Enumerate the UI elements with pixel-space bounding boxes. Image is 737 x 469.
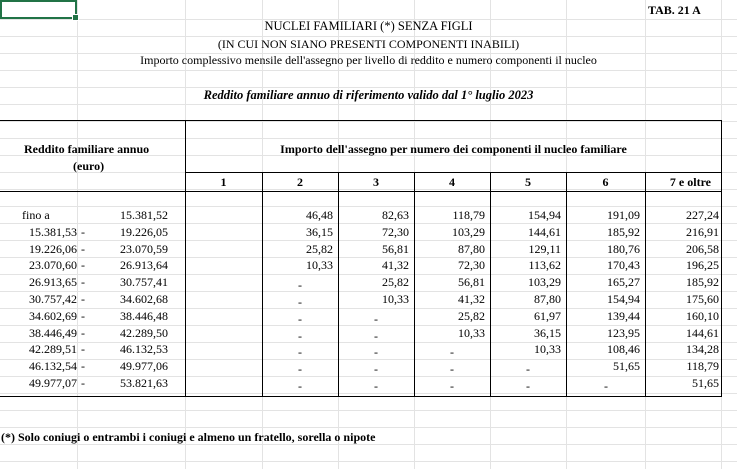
amount-cell: 36,15 — [534, 325, 561, 340]
gridline-horizontal — [0, 206, 737, 207]
gridline-horizontal — [0, 461, 737, 462]
amount-cell: 61,97 — [534, 308, 561, 323]
title-line-2: (IN CUI NON SIANO PRESENTI COMPONENTI INABILI) — [217, 37, 520, 51]
amount-cell: 144,61 — [528, 224, 561, 239]
amount-cell: 25,82 — [306, 241, 333, 256]
income-from: 30.757,42 — [29, 292, 77, 306]
income-separator: - — [81, 292, 85, 306]
income-to: 19.226,05 — [120, 224, 168, 239]
gridline-horizontal — [0, 70, 737, 71]
amount-cell: 36,15 — [306, 224, 333, 239]
table-bottom-border — [0, 396, 722, 397]
amount-cell: 144,61 — [686, 325, 719, 340]
income-from: fino a — [22, 208, 50, 222]
income-to: 38.446,48 — [120, 308, 168, 323]
amount-cell: 206,58 — [686, 241, 719, 256]
income-from: 19.226,06 — [29, 241, 77, 256]
amount-cell: 134,28 — [686, 342, 719, 357]
income-separator: - — [81, 275, 85, 290]
amount-cell: - — [298, 328, 302, 343]
amount-cell: 51,65 — [613, 359, 640, 374]
income-from: 15.381,53 — [29, 224, 77, 239]
active-cell-selection[interactable] — [0, 0, 77, 19]
column-header-2: 2 — [297, 175, 303, 189]
amount-cell: - — [298, 311, 302, 326]
amount-cell: 118,79 — [686, 359, 719, 374]
amount-cell: - — [450, 379, 454, 393]
amount-cell: - — [298, 362, 302, 377]
amount-cell: 154,94 — [607, 292, 640, 306]
amount-cell: 25,82 — [382, 275, 409, 290]
amount-cell: 10,33 — [534, 342, 561, 357]
income-to: 30.757,41 — [120, 275, 168, 290]
column-header-1: 1 — [220, 175, 227, 189]
gridline-horizontal — [0, 427, 737, 428]
income-column-border — [185, 120, 186, 397]
income-from: 26.913,65 — [29, 275, 77, 290]
header-divider — [185, 172, 722, 173]
title-line-4: Reddito familiare annuo di riferimento valido dal 1° luglio 2023 — [203, 88, 534, 102]
amount-cell: - — [374, 311, 378, 326]
amount-cell: 10,33 — [382, 292, 409, 306]
amount-cell: 51,65 — [692, 376, 719, 390]
income-separator: - — [81, 359, 85, 374]
income-to: 42.289,50 — [120, 325, 168, 340]
amount-cell: 82,63 — [382, 208, 409, 222]
income-from: 34.602,69 — [29, 308, 77, 323]
title-line-3: Importo complessivo mensile dell'assegno per livello di reddito e numero componenti il nucleo — [140, 53, 597, 67]
amount-cell: - — [374, 345, 378, 360]
amount-cell: 72,30 — [458, 258, 485, 273]
income-from: 46.132,54 — [29, 359, 77, 374]
amount-cell: 56,81 — [458, 275, 485, 290]
header-bottom-border — [0, 191, 722, 192]
amount-cell: 170,43 — [607, 258, 640, 273]
table-right-border — [721, 120, 722, 397]
amount-cell: 10,33 — [306, 258, 333, 273]
column-header-7: 7 e oltre — [669, 175, 711, 189]
income-separator: - — [81, 342, 85, 357]
amount-cell: - — [298, 295, 302, 309]
income-to: 34.602,68 — [120, 292, 168, 306]
amount-cell: 227,24 — [686, 208, 719, 222]
title-line-1: NUCLEI FAMILIARI (*) SENZA FIGLI — [264, 19, 473, 33]
income-from: 42.289,51 — [29, 342, 77, 357]
amount-cell: 103,29 — [452, 224, 485, 239]
amount-cell: - — [450, 362, 454, 377]
amount-cell: 56,81 — [382, 241, 409, 256]
amount-cell: 46,48 — [306, 208, 333, 222]
amount-cell: 108,46 — [607, 342, 640, 357]
amount-cell: 72,30 — [382, 224, 409, 239]
income-separator: - — [81, 308, 85, 323]
income-from: 49.977,07 — [29, 376, 77, 390]
gridline-horizontal — [0, 410, 737, 411]
column-header-4: 4 — [449, 175, 455, 189]
table-top-border — [0, 120, 722, 121]
amount-cell: 103,29 — [528, 275, 561, 290]
table-reference: TAB. 21 A — [648, 3, 701, 17]
amount-cell: - — [604, 379, 608, 393]
income-separator: - — [81, 325, 85, 340]
amount-cell: - — [298, 379, 302, 393]
income-to: 49.977,06 — [120, 359, 168, 374]
amount-cell: 139,44 — [607, 308, 640, 323]
amount-cell: 175,60 — [686, 292, 719, 306]
amount-cell: 113,62 — [528, 258, 561, 273]
amount-cell: 216,91 — [686, 224, 719, 239]
amount-cell: 165,27 — [607, 275, 640, 290]
income-from: 38.446,49 — [29, 325, 77, 340]
amount-cell: 185,92 — [686, 275, 719, 290]
amount-cell: - — [374, 379, 378, 393]
income-header: Reddito familiare annuo — [24, 142, 150, 156]
amount-cell: 191,09 — [607, 208, 640, 222]
amount-cell: - — [526, 362, 530, 377]
footnote: (*) Solo coniugi o entrambi i coniugi e almeno un fratello, sorella o nipote — [1, 430, 376, 444]
amount-cell: 118,79 — [452, 208, 485, 222]
amount-cell: 154,94 — [528, 208, 561, 222]
income-separator: - — [81, 224, 85, 239]
income-separator: - — [81, 376, 85, 390]
income-to: 53.821,63 — [120, 376, 168, 390]
gridline-horizontal — [0, 393, 737, 394]
amount-cell: - — [298, 345, 302, 360]
amount-cell: - — [450, 345, 454, 360]
amount-cell: 10,33 — [458, 325, 485, 340]
amount-header: Importo dell'assegno per numero dei componenti il nucleo familiare — [280, 142, 627, 156]
gridline-horizontal — [0, 121, 737, 122]
amount-cell: 160,10 — [686, 308, 719, 323]
income-unit: (euro) — [73, 159, 105, 173]
amount-cell: 25,82 — [458, 308, 485, 323]
income-to: 46.132,53 — [120, 342, 168, 357]
amount-cell: 41,32 — [458, 292, 485, 306]
income-to: 26.913,64 — [120, 258, 168, 273]
income-to: 15.381,52 — [120, 208, 168, 222]
income-from: 23.070,60 — [29, 258, 77, 273]
amount-cell: 87,80 — [458, 241, 485, 256]
amount-cell: - — [374, 328, 378, 343]
column-header-5: 5 — [525, 175, 531, 189]
amount-cell: - — [374, 362, 378, 377]
income-separator: - — [81, 241, 85, 256]
column-separator — [262, 172, 263, 397]
gridline-horizontal — [0, 104, 737, 105]
amount-cell: 180,76 — [607, 241, 640, 256]
income-to: 23.070,59 — [120, 241, 168, 256]
gridline-horizontal — [0, 138, 737, 139]
amount-cell: 87,80 — [534, 292, 561, 306]
column-header-3: 3 — [373, 175, 379, 189]
amount-cell: 41,32 — [382, 258, 409, 273]
income-separator: - — [81, 258, 85, 273]
amount-cell: - — [298, 278, 302, 293]
column-header-6: 6 — [602, 175, 609, 189]
amount-cell: - — [526, 379, 530, 393]
amount-cell: 196,25 — [686, 258, 719, 273]
amount-cell: 123,95 — [607, 325, 640, 340]
amount-cell: 185,92 — [607, 224, 640, 239]
amount-cell: 129,11 — [528, 241, 561, 256]
